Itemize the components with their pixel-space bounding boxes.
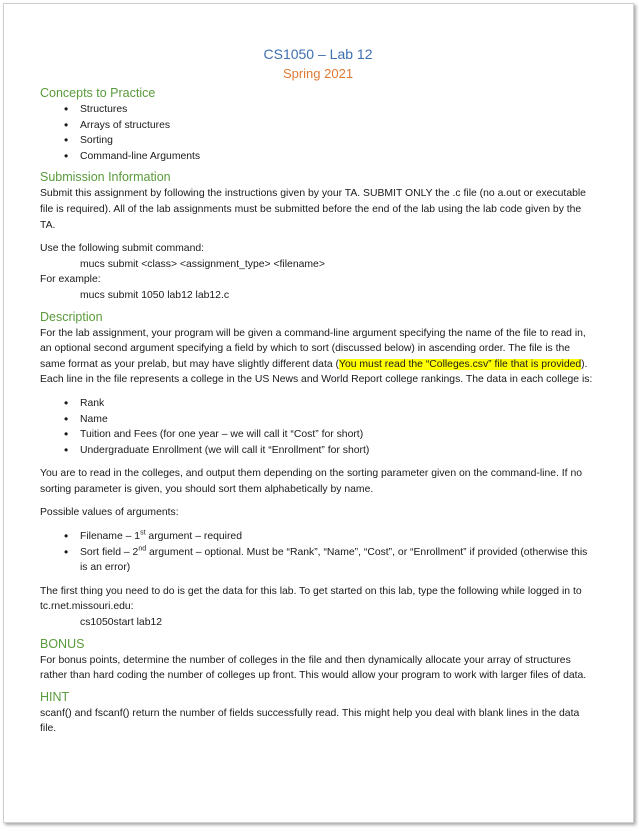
page-title: CS1050 – Lab 12: [263, 46, 373, 62]
description-text: ). Each line in the file represents a college in the US News and World Report college rankings. The data in each college is:: [40, 358, 593, 386]
description-text: For the lab assignment, your program will be given a command-line argument specifying the name of the file to read in, an optional second argument specifying a field by which to sort (discussed below) in ascending order. The file is the same format as your prelab, but may have slightly different data (: [40, 327, 586, 370]
example-command: mucs submit 1050 lab12 lab12.c: [80, 289, 230, 301]
arguments-list: [40, 529, 596, 576]
list-item: • Structures: [80, 102, 596, 118]
description-paragraph-3: The first thing you need to do is get the data for this lab. To get started on this lab, type the following while logged in to tc.rnet.missouri.edu:: [40, 585, 582, 613]
page-subtitle: Spring 2021: [282, 66, 354, 81]
concepts-heading: Concepts to Practice: [40, 86, 156, 100]
submit-command: mucs submit <class> <assignment_type> <filename>: [80, 258, 325, 270]
bonus-paragraph: For bonus points, determine the number of colleges in the file and then dynamically allocate your array of structures rather than hard coding the number of colleges up front. This would allow your program to work with larger files of data.: [40, 654, 587, 682]
start-command: cs1050start lab12: [80, 617, 163, 629]
list-item: • Rank: [80, 396, 596, 412]
description-paragraph-1: [40, 326, 596, 388]
list-item: • Filename – 1st argument – required: [80, 529, 596, 545]
example-intro: For example:: [40, 274, 101, 286]
fields-list: [40, 396, 596, 458]
arguments-intro: Possible values of arguments:: [40, 507, 179, 519]
description-heading: Description: [40, 309, 103, 324]
hint-paragraph: scanf() and fscanf() return the number of fields successfully read. This might help you deal with blank lines in the data file.: [40, 707, 580, 735]
document-page: [3, 3, 634, 823]
description-paragraph-2: You are to read in the colleges, and output them depending on the sorting parameter given on the command-line. If no sorting parameter is given, you should sort them alphabetically by name.: [40, 468, 583, 495]
list-item: • Tuition and Fees (for one year – we will call it “Cost” for short): [80, 427, 596, 443]
list-item: • Command-line Arguments: [80, 149, 596, 165]
concepts-list: [40, 102, 596, 164]
highlighted-text: You must read the “Colleges.csv” file that is provided: [338, 358, 582, 370]
list-item: • Arrays of structures: [80, 118, 596, 134]
list-item: • Sorting: [80, 133, 596, 149]
hint-heading: HINT: [40, 689, 70, 704]
document-content: [40, 44, 596, 737]
submission-paragraph: Submit this assignment by following the instructions given by your TA. SUBMIT ONLY the .c file (no a.out or executable file is required). All of the lab assignments must be submitted before the end of the lab using the lab code given by the TA.: [40, 188, 586, 231]
list-item: • Undergraduate Enrollment (we will call it “Enrollment” for short): [80, 443, 596, 459]
submit-command-intro: Use the following submit command:: [40, 243, 205, 255]
submission-heading: Submission Information: [40, 170, 171, 185]
list-item: • Sort field – 2nd argument – optional. Must be “Rank”, “Name”, “Cost”, or “Enrollment” if provided (otherwise this is an error): [80, 545, 596, 576]
bonus-heading: BONUS: [40, 636, 85, 651]
list-item: • Name: [80, 412, 596, 428]
